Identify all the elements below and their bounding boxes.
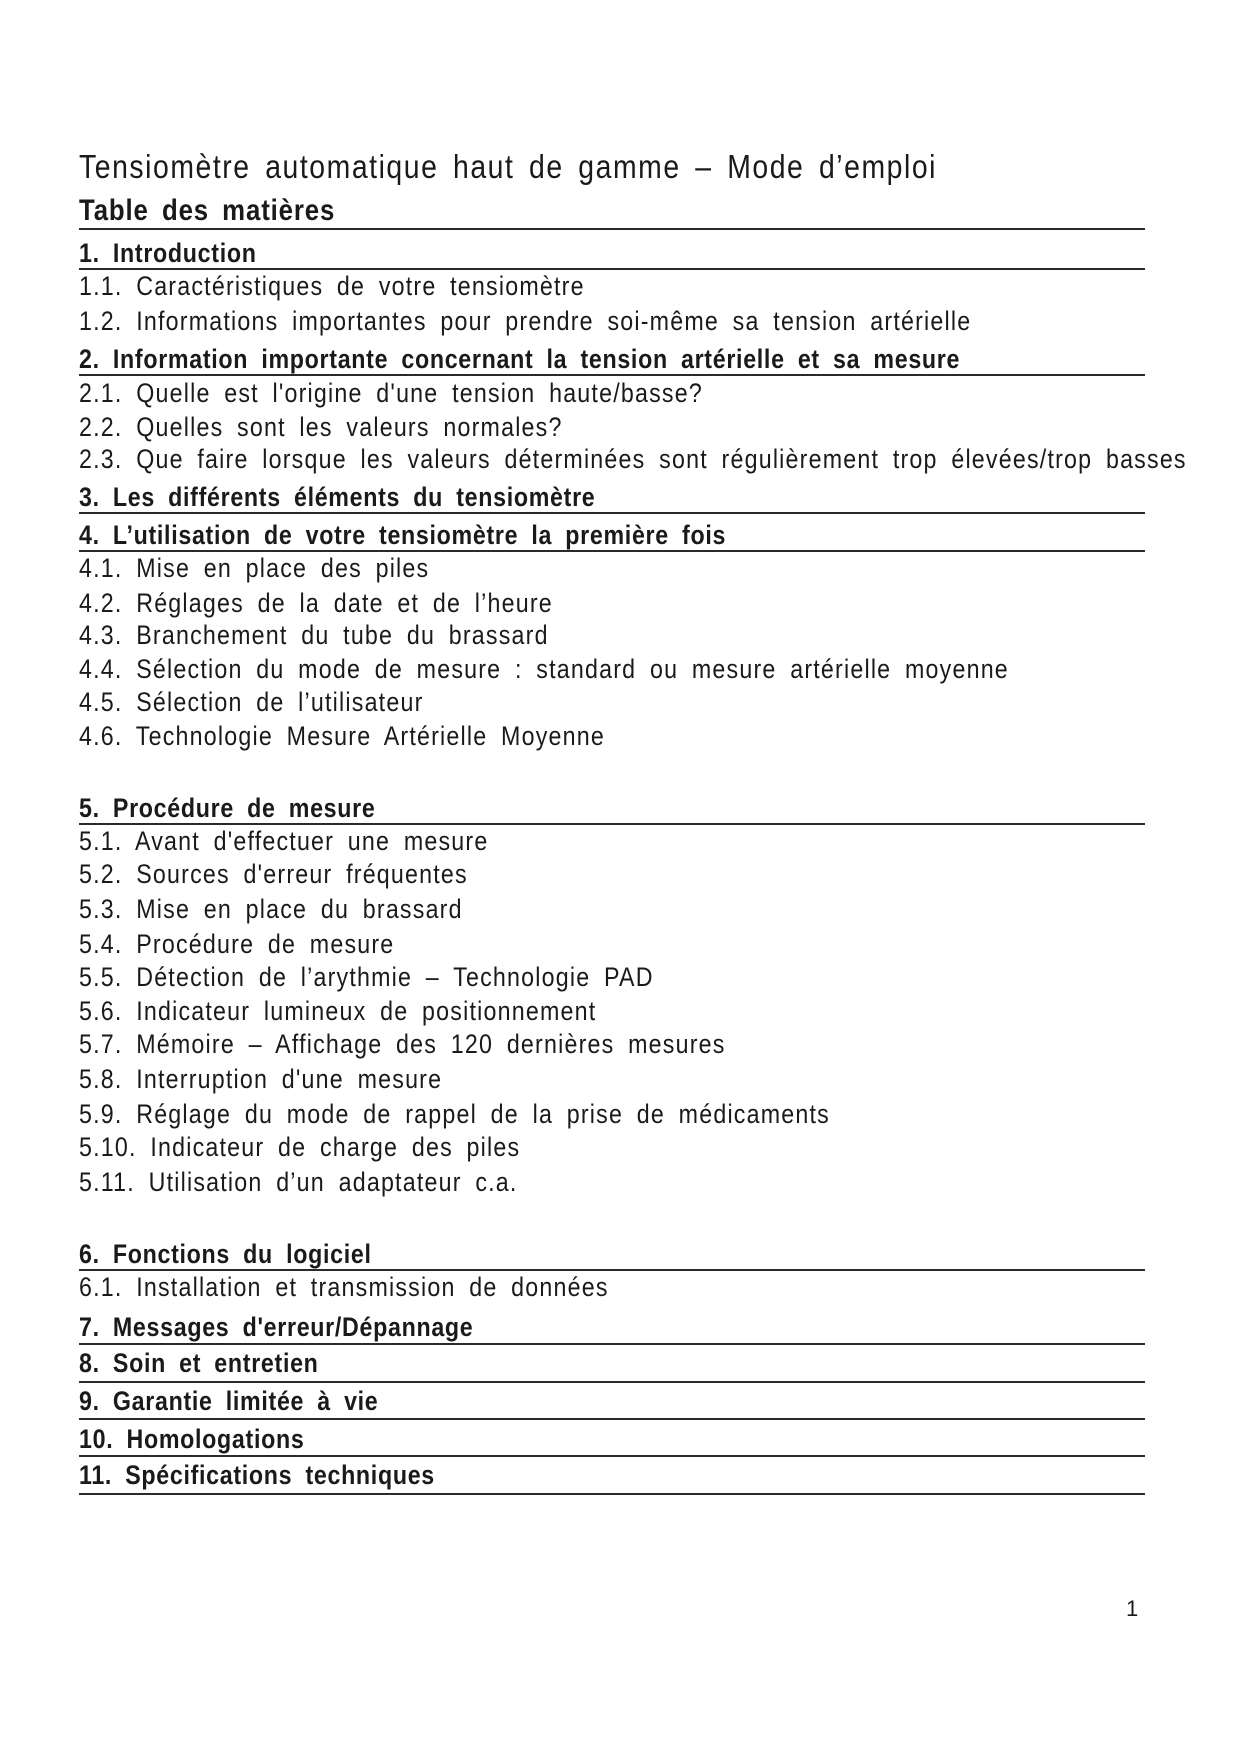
toc-item-5-11[interactable]: 5.11. Utilisation d’un adaptateur c.a. [79, 1167, 518, 1197]
toc-item-5-9[interactable]: 5.9. Réglage du mode de rappel de la prise de médicaments [79, 1099, 830, 1129]
toc-item-2-3[interactable]: 2.3. Que faire lorsque les valeurs déterminées sont régulièrement trop élevées/trop basses [79, 444, 1187, 474]
toc-item-4-3[interactable]: 4.3. Branchement du tube du brassard [79, 620, 549, 650]
toc-section-11[interactable]: 11. Spécifications techniques [79, 1460, 435, 1490]
toc-item-4-1[interactable]: 4.1. Mise en place des piles [79, 553, 430, 583]
toc-item-5-5[interactable]: 5.5. Détection de l’arythmie – Technologie PAD [79, 962, 654, 992]
toc-item-5-8[interactable]: 5.8. Interruption d'une mesure [79, 1064, 443, 1094]
divider [79, 228, 1145, 230]
page-number: 1 [1126, 1596, 1139, 1621]
divider [79, 1418, 1145, 1420]
divider [79, 823, 1145, 825]
divider [79, 512, 1145, 514]
toc-item-5-6[interactable]: 5.6. Indicateur lumineux de positionnement [79, 996, 597, 1026]
toc-section-4[interactable]: 4. L’utilisation de votre tensiomètre la première fois [79, 520, 727, 550]
document-title: Tensiomètre automatique haut de gamme – Mode d’emploi [79, 148, 938, 185]
toc-section-6[interactable]: 6. Fonctions du logiciel [79, 1239, 372, 1269]
toc-item-5-4[interactable]: 5.4. Procédure de mesure [79, 929, 395, 959]
divider [79, 1381, 1145, 1383]
divider [79, 1269, 1145, 1271]
toc-heading: Table des matières [79, 194, 336, 227]
toc-section-9[interactable]: 9. Garantie limitée à vie [79, 1386, 379, 1416]
toc-section-7[interactable]: 7. Messages d'erreur/Dépannage [79, 1312, 474, 1342]
toc-section-3[interactable]: 3. Les différents éléments du tensiomètre [79, 482, 596, 512]
toc-item-5-1[interactable]: 5.1. Avant d'effectuer une mesure [79, 826, 489, 856]
toc-item-4-5[interactable]: 4.5. Sélection de l’utilisateur [79, 687, 424, 717]
toc-item-2-1[interactable]: 2.1. Quelle est l'origine d'une tension haute/basse? [79, 378, 703, 408]
toc-section-2[interactable]: 2. Information importante concernant la tension artérielle et sa mesure [79, 344, 961, 374]
toc-section-5[interactable]: 5. Procédure de mesure [79, 793, 376, 823]
toc-item-4-4[interactable]: 4.4. Sélection du mode de mesure : standard ou mesure artérielle moyenne [79, 654, 1009, 684]
toc-item-4-2[interactable]: 4.2. Réglages de la date et de l’heure [79, 588, 553, 618]
divider [79, 1493, 1145, 1495]
toc-item-1-2[interactable]: 1.2. Informations importantes pour prendre soi-même sa tension artérielle [79, 306, 972, 336]
divider [79, 550, 1145, 552]
toc-item-6-1[interactable]: 6.1. Installation et transmission de données [79, 1272, 609, 1302]
divider [79, 374, 1145, 376]
toc-section-1[interactable]: 1. Introduction [79, 238, 257, 268]
toc-item-4-6[interactable]: 4.6. Technologie Mesure Artérielle Moyenne [79, 721, 605, 751]
toc-item-5-2[interactable]: 5.2. Sources d'erreur fréquentes [79, 859, 468, 889]
toc-item-5-3[interactable]: 5.3. Mise en place du brassard [79, 894, 463, 924]
toc-section-10[interactable]: 10. Homologations [79, 1424, 305, 1454]
divider [79, 1455, 1145, 1457]
toc-section-8[interactable]: 8. Soin et entretien [79, 1348, 319, 1378]
toc-item-5-10[interactable]: 5.10. Indicateur de charge des piles [79, 1132, 521, 1162]
toc-item-1-1[interactable]: 1.1. Caractéristiques de votre tensiomètre [79, 271, 585, 301]
divider [79, 1343, 1145, 1345]
toc-item-2-2[interactable]: 2.2. Quelles sont les valeurs normales? [79, 412, 563, 442]
divider [79, 268, 1145, 270]
toc-item-5-7[interactable]: 5.7. Mémoire – Affichage des 120 dernières mesures [79, 1029, 726, 1059]
